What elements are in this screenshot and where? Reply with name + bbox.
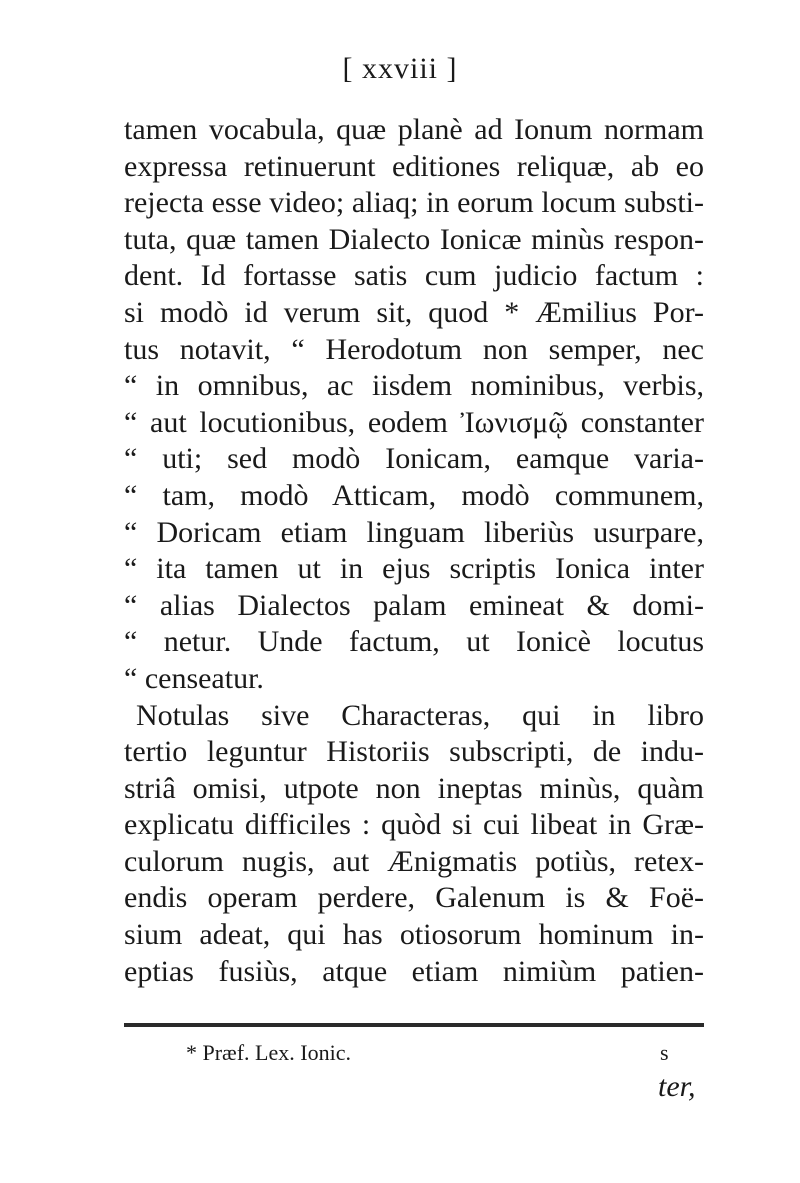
- text-line: “ Doricam etiam linguam liberiùs usurpare,: [124, 515, 704, 549]
- text-line: si modò id verum sit, quod * Æmilius Por-: [124, 295, 704, 329]
- text-line: dent. Id fortasse satis cum judicio factum :: [124, 259, 704, 293]
- text-line: “ alias Dialectos palam emineat & domi-: [124, 588, 704, 622]
- footnote-rule: [124, 1023, 704, 1027]
- text-line: tus notavit, “ Herodotum non semper, nec: [124, 332, 704, 366]
- text-line: “ netur. Unde factum, ut Ionicè locutus: [124, 625, 704, 659]
- text-line: “ uti; sed modò Ionicam, eamque varia-: [124, 442, 704, 476]
- footnote: * Præf. Lex. Ionic.: [186, 1040, 351, 1065]
- text-line: tertio leguntur Historiis subscripti, de indu-: [124, 735, 704, 769]
- text-line: “ tam, modò Atticam, modò communem,: [124, 478, 704, 512]
- text-line: expressa retinuerunt editiones reliquæ, ab eo: [124, 149, 704, 183]
- text-line: tamen vocabula, quæ planè ad Ionum normam: [124, 113, 704, 146]
- text-line: eptias fusiùs, atque etiam nimiùm patien-: [124, 954, 704, 988]
- catchword: ter,: [658, 1070, 696, 1103]
- paragraph-start-line: Notulas sive Characteras, qui in libro: [136, 698, 704, 732]
- page-number: [ xxviii ]: [342, 52, 458, 85]
- text-line: “ aut locutionibus, eodem Ἰωνισμῷ constanter: [124, 405, 704, 439]
- text-line: “ censeatur.: [124, 661, 264, 695]
- text-line: striâ omisi, utpote non ineptas minùs, quàm: [124, 771, 704, 805]
- text-line: explicatu difficiles : quòd si cui libeat in Græ-: [124, 808, 704, 842]
- signature-mark: s: [660, 1040, 669, 1065]
- text-line: culorum nugis, aut Ænigmatis potiùs, retex-: [124, 844, 704, 878]
- text-line: sium adeat, qui has otiosorum hominum in-: [124, 918, 704, 952]
- text-line: tuta, quæ tamen Dialecto Ionicæ minùs respon-: [124, 222, 704, 256]
- text-line: endis operam perdere, Galenum is & Foë-: [124, 881, 704, 915]
- body-text: [124, 112, 704, 990]
- text-line: “ ita tamen ut in ejus scriptis Ionica inter: [124, 552, 704, 586]
- text-line: rejecta esse video; aliaq; in eorum locum substi-: [124, 186, 704, 220]
- text-line: “ in omnibus, ac iisdem nominibus, verbis,: [124, 369, 704, 403]
